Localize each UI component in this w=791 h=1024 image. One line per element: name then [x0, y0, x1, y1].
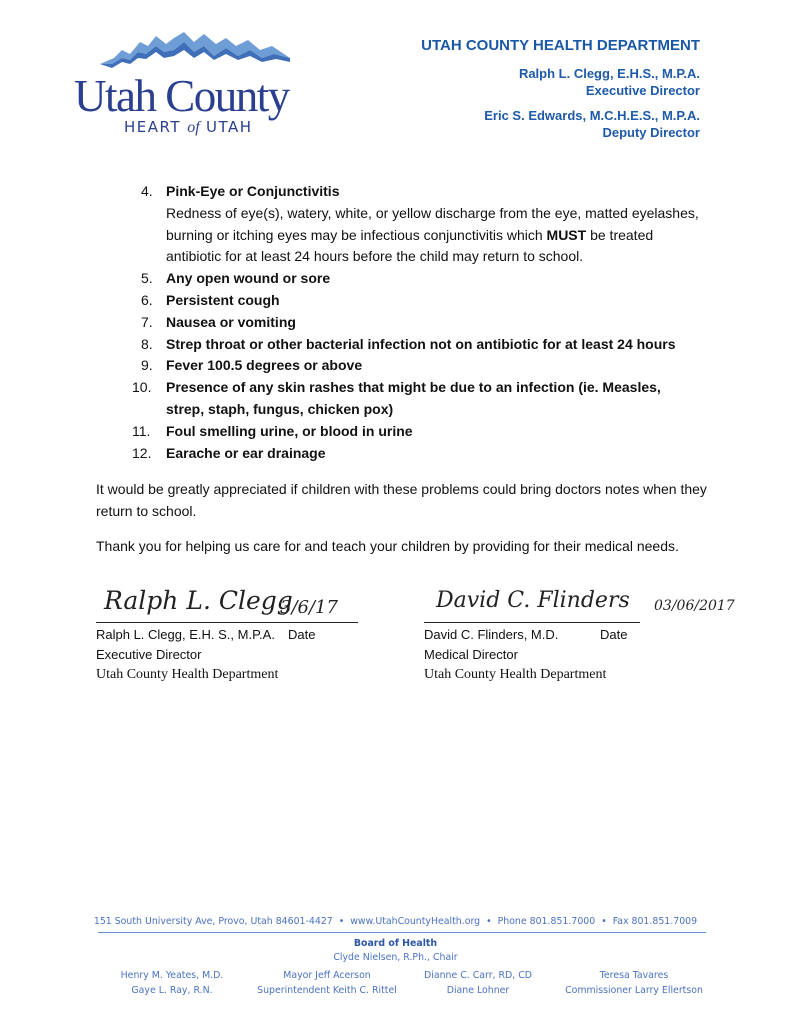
footer-fax: Fax 801.851.7009 — [612, 916, 698, 927]
board-member: Teresa Tavares — [599, 970, 669, 981]
board-member: Superintendent Keith C. Rittel — [257, 985, 397, 996]
footer-phone: Phone 801.851.7000 — [497, 916, 596, 927]
signature-line — [424, 622, 640, 623]
list-item: 11. Foul smelling urine, or blood in urine — [132, 423, 413, 439]
date-label: Date — [288, 627, 316, 642]
signature-handwriting: David C. Flinders — [436, 588, 630, 613]
signer-name: Ralph L. Clegg, E.H. S., M.P.A. — [96, 627, 275, 642]
board-title: Board of Health — [353, 938, 438, 949]
board-chair: Clyde Nielsen, R.Ph., Chair — [333, 952, 458, 963]
list-item: 6. Persistent cough — [141, 292, 280, 308]
footer-address: 151 South University Ave, Provo, Utah 84601-4427 — [93, 916, 333, 927]
list-item: 10. Presence of any skin rashes that might be due to an infection (ie. Measles, strep, staph, fungus, chicken pox) — [132, 379, 661, 417]
org-name: UTAH COUNTY HEALTH DEPARTMENT — [421, 37, 700, 54]
list-item: 5. Any open wound or sore — [141, 270, 331, 286]
list-item: 12. Earache or ear drainage — [132, 445, 326, 461]
footer-separator: • — [486, 916, 492, 927]
list-item: 8. Strep throat or other bacterial infection not on antibiotic for at least 24 hours — [141, 336, 676, 352]
body-paragraph: Thank you for helping us care for and teach your children by providing for their medical needs. — [96, 538, 679, 554]
board-member: Henry M. Yeates, M.D. — [120, 970, 224, 981]
signer-org: Utah County Health Department — [96, 667, 279, 682]
footer-divider — [98, 932, 706, 933]
signature-line — [96, 622, 358, 623]
signer-org: Utah County Health Department — [424, 667, 607, 682]
board-member: Diane Lohner — [446, 985, 510, 996]
handwritten-date: 3/6/17 — [280, 597, 338, 618]
date-label: Date — [600, 627, 628, 642]
body-paragraph: It would be greatly appreciated if children with these problems could bring doctors notes when they return to school. — [96, 481, 707, 519]
footer-separator: • — [338, 916, 345, 927]
director-name: Ralph L. Clegg, E.H.S., M.P.A. — [518, 66, 700, 81]
list-item: 9. Fever 100.5 degrees or above — [141, 357, 363, 373]
list-item: 7. Nausea or vomiting — [141, 314, 296, 330]
board-member: Gaye L. Ray, R.N. — [131, 985, 213, 996]
mountain-logo-icon — [100, 28, 290, 70]
logo-tagline: HEART of UTAH — [124, 118, 253, 136]
handwritten-date: 03/06/2017 — [654, 598, 735, 614]
signature-handwriting: Ralph L. Clegg — [104, 586, 293, 615]
logo-wordmark: Utah County — [74, 71, 289, 121]
board-member: Dianne C. Carr, RD, CD — [424, 970, 532, 981]
footer-contact-line — [0, 916, 791, 927]
deputy-name: Eric S. Edwards, M.C.H.E.S., M.P.A. — [484, 108, 700, 123]
signer-title: Executive Director — [96, 647, 202, 662]
director-title: Executive Director — [585, 83, 700, 98]
board-member: Mayor Jeff Acerson — [283, 970, 371, 981]
signer-name: David C. Flinders, M.D. — [424, 627, 559, 642]
board-member: Commissioner Larry Ellertson — [565, 985, 703, 996]
deputy-title: Deputy Director — [602, 125, 700, 140]
list-item: 4. Pink-Eye or Conjunctivitis — [141, 183, 340, 199]
pinkeye-description: Redness of eye(s), watery, white, or yellow discharge from the eye, matted eyelashes, burning or itching eyes may be infectious conjunctivitis which MUST be treated antibiotic for at least 24 hours before the child may return to school. — [166, 205, 699, 265]
footer-separator: • — [601, 916, 607, 927]
signer-title: Medical Director — [424, 647, 518, 662]
footer-website: www.UtahCountyHealth.org — [350, 916, 481, 927]
